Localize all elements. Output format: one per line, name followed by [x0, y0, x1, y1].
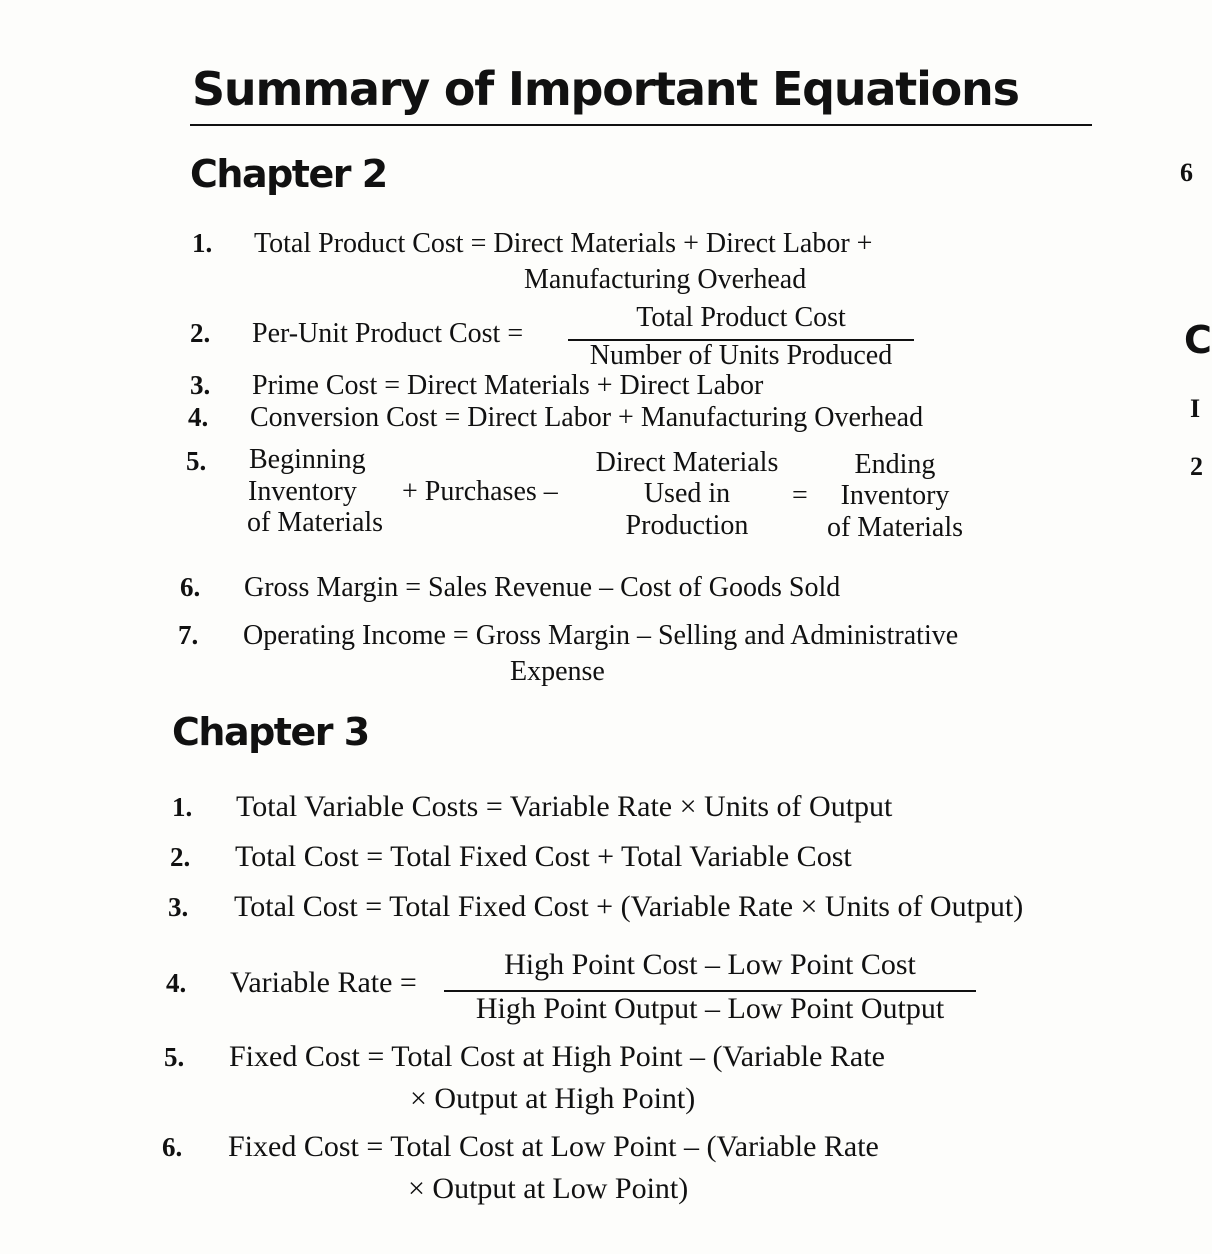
ch2-eq3-text: Prime Cost = Direct Materials + Direct Labor: [252, 370, 764, 401]
chapter-3-heading: Chapter 3: [172, 710, 369, 754]
ch3-eq4-number: 4.: [166, 968, 187, 998]
ch2-eq5-beginning-l1: Beginning: [249, 444, 366, 475]
edge-fragment-c: C: [1184, 318, 1212, 362]
ch2-eq2-numerator: Total Product Cost: [636, 302, 846, 333]
ch2-eq5-number: 5.: [186, 446, 207, 476]
ch3-eq6-number: 6.: [162, 1132, 183, 1162]
ch3-eq3-text: Total Cost = Total Fixed Cost + (Variable Rate × Units of Output): [234, 890, 1024, 923]
ch2-eq5-used-l3: Production: [625, 510, 749, 541]
ch3-eq3-number: 3.: [168, 892, 189, 922]
title-underline: [190, 124, 1092, 126]
page-number-fragment: 6: [1180, 158, 1193, 187]
edge-fragment-i: I: [1190, 394, 1201, 423]
chapter-2-heading: Chapter 2: [190, 152, 387, 196]
ch3-eq6-line2: × Output at Low Point): [408, 1172, 689, 1205]
ch2-eq2-number: 2.: [190, 318, 211, 348]
ch2-eq5-used-l1: Direct Materials: [595, 447, 779, 478]
ch3-eq6-line1: Fixed Cost = Total Cost at Low Point – (Variable Rate: [228, 1130, 879, 1163]
ch2-eq3-number: 3.: [190, 370, 211, 400]
ch2-eq5-ending-l2: Inventory: [840, 480, 950, 511]
ch3-eq5-number: 5.: [164, 1042, 185, 1072]
ch2-eq5-beginning-l2: Inventory: [248, 476, 357, 507]
ch2-eq4-number: 4.: [188, 402, 209, 432]
ch2-eq1-number: 1.: [192, 228, 213, 258]
ch2-eq5-ending-l3: of Materials: [826, 512, 964, 543]
ch2-eq5-ending-l1: Ending: [854, 449, 936, 480]
ch2-eq7-line2: Expense: [510, 656, 605, 687]
ch3-eq2-number: 2.: [170, 842, 191, 872]
ch2-eq6-number: 6.: [180, 572, 201, 602]
ch2-eq4-text: Conversion Cost = Direct Labor + Manufacturing Overhead: [250, 402, 924, 433]
ch2-eq5-beginning-l3: of Materials: [247, 507, 384, 538]
ch3-eq5-line1: Fixed Cost = Total Cost at High Point – (Variable Rate: [229, 1040, 885, 1073]
ch3-eq1-text: Total Variable Costs = Variable Rate × Units of Output: [236, 790, 893, 823]
ch3-eq1-number: 1.: [172, 792, 193, 822]
ch2-eq7-line1: Operating Income = Gross Margin – Selling and Administrative: [243, 620, 959, 651]
edge-fragment-2: 2: [1190, 452, 1203, 481]
ch2-eq7-number: 7.: [178, 620, 199, 650]
ch2-eq2-denominator: Number of Units Produced: [589, 340, 893, 371]
ch3-eq4-lhs: Variable Rate =: [230, 966, 417, 999]
page-title: Summary of Important Equations: [192, 62, 1019, 116]
ch3-eq5-line2: × Output at High Point): [410, 1082, 696, 1115]
ch2-eq1-line1: Total Product Cost = Direct Materials + Direct Labor +: [254, 228, 873, 259]
ch2-eq2-lhs: Per-Unit Product Cost =: [252, 318, 524, 349]
ch2-eq6-text: Gross Margin = Sales Revenue – Cost of Goods Sold: [244, 572, 841, 603]
ch2-eq5-equals: =: [792, 480, 808, 511]
ch2-eq5-plus-purchases: + Purchases –: [402, 476, 558, 507]
ch3-eq4-denominator: High Point Output – Low Point Output: [475, 992, 945, 1025]
ch2-eq1-line2: Manufacturing Overhead: [524, 264, 807, 295]
ch2-eq5-used-l2: Used in: [643, 478, 731, 509]
ch3-eq4-numerator: High Point Cost – Low Point Cost: [504, 948, 916, 981]
ch3-eq2-text: Total Cost = Total Fixed Cost + Total Variable Cost: [235, 840, 852, 873]
